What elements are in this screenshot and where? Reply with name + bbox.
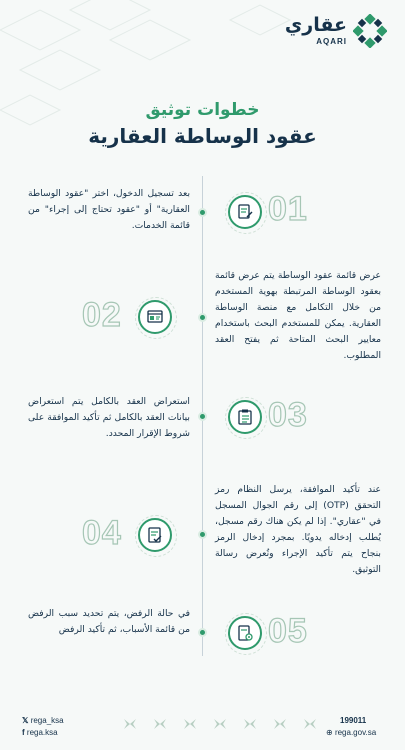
document-check-icon <box>146 526 164 544</box>
website-text: rega.gov.sa <box>334 728 377 737</box>
clipboard-checklist-icon <box>236 408 254 426</box>
website-link[interactable] <box>326 728 376 737</box>
step-3-text: استعراض العقد بالكامل يتم استعراض بيانات العقد بالكامل ثم تأكيد الموافقة على شروط الإقرار المحدد. <box>28 396 190 439</box>
step-2-icon-circle <box>138 300 172 334</box>
timeline-dot-4 <box>198 530 207 539</box>
step-5-text: في حالة الرفض، يتم تحديد سبب الرفض من قائمة الأسباب، ثم تأكيد الرفض <box>28 608 190 635</box>
facebook-handle[interactable] <box>22 728 58 737</box>
timeline-dot-3 <box>198 412 207 421</box>
step-4-text: عند تأكيد الموافقة، يرسل النظام رمز التحقق (OTP) إلى رقم الجوال المسجل في "عقاري". إذا لم يكن هناك رقم مسجل، يُطلب إدخاله يدويًا. بمجرد إدخال الرمز بنجاح يتم تأكيد الإجراء وتُعرض رسالة التوثيق. <box>215 484 381 575</box>
step-1-icon-circle <box>228 195 262 229</box>
timeline-dot-5 <box>198 628 207 637</box>
step-2-number: 02 <box>82 296 122 334</box>
step-1-number: 01 <box>268 190 308 228</box>
browser-window-icon <box>146 308 164 326</box>
step-2-text: عرض قائمة عقود الوساطة يتم عرض قائمة بعقود الوساطة المرتبطة بهوية المستخدم من خلال التكامل مع منصة الوساطة العقارية. يمكن للمستخدم البحث باستخدام معايير البحث المتاحة ثم يفتح العقد المطلوب. <box>215 270 381 361</box>
x-handle[interactable] <box>22 716 64 725</box>
facebook-handle-text: rega.ksa <box>26 728 58 737</box>
x-icon: 𝕏 <box>22 716 29 725</box>
phone-number[interactable]: 199011 <box>340 716 367 725</box>
document-settings-icon <box>236 624 254 642</box>
aqari-emblem-icon <box>353 14 387 48</box>
timeline-dot-1 <box>198 208 207 217</box>
logo-arabic: عقاري <box>284 14 347 36</box>
facebook-icon: f <box>22 728 25 737</box>
step-5-number: 05 <box>268 612 308 650</box>
globe-icon: ⊕ <box>326 728 333 737</box>
step-3-number: 03 <box>268 396 308 434</box>
step-4-number: 04 <box>82 514 122 552</box>
title-line-2: عقود الوساطة العقارية <box>88 124 317 148</box>
x-handle-text: rega_ksa <box>30 716 64 725</box>
document-edit-icon <box>236 203 254 221</box>
aqari-logo <box>285 14 387 48</box>
footer-pattern <box>120 717 320 731</box>
title-line-1: خطوات توثيق <box>145 100 260 120</box>
logo-english: AQARI <box>316 37 347 46</box>
timeline-dot-2 <box>198 313 207 322</box>
step-4-icon-circle <box>138 518 172 552</box>
step-1-text: بعد تسجيل الدخول، اختر "عقود الوساطة العقارية" أو "عقود تحتاج إلى إجراء" من قائمة الخدمات. <box>28 188 190 231</box>
step-5-icon-circle <box>228 616 262 650</box>
step-3-icon-circle <box>228 400 262 434</box>
